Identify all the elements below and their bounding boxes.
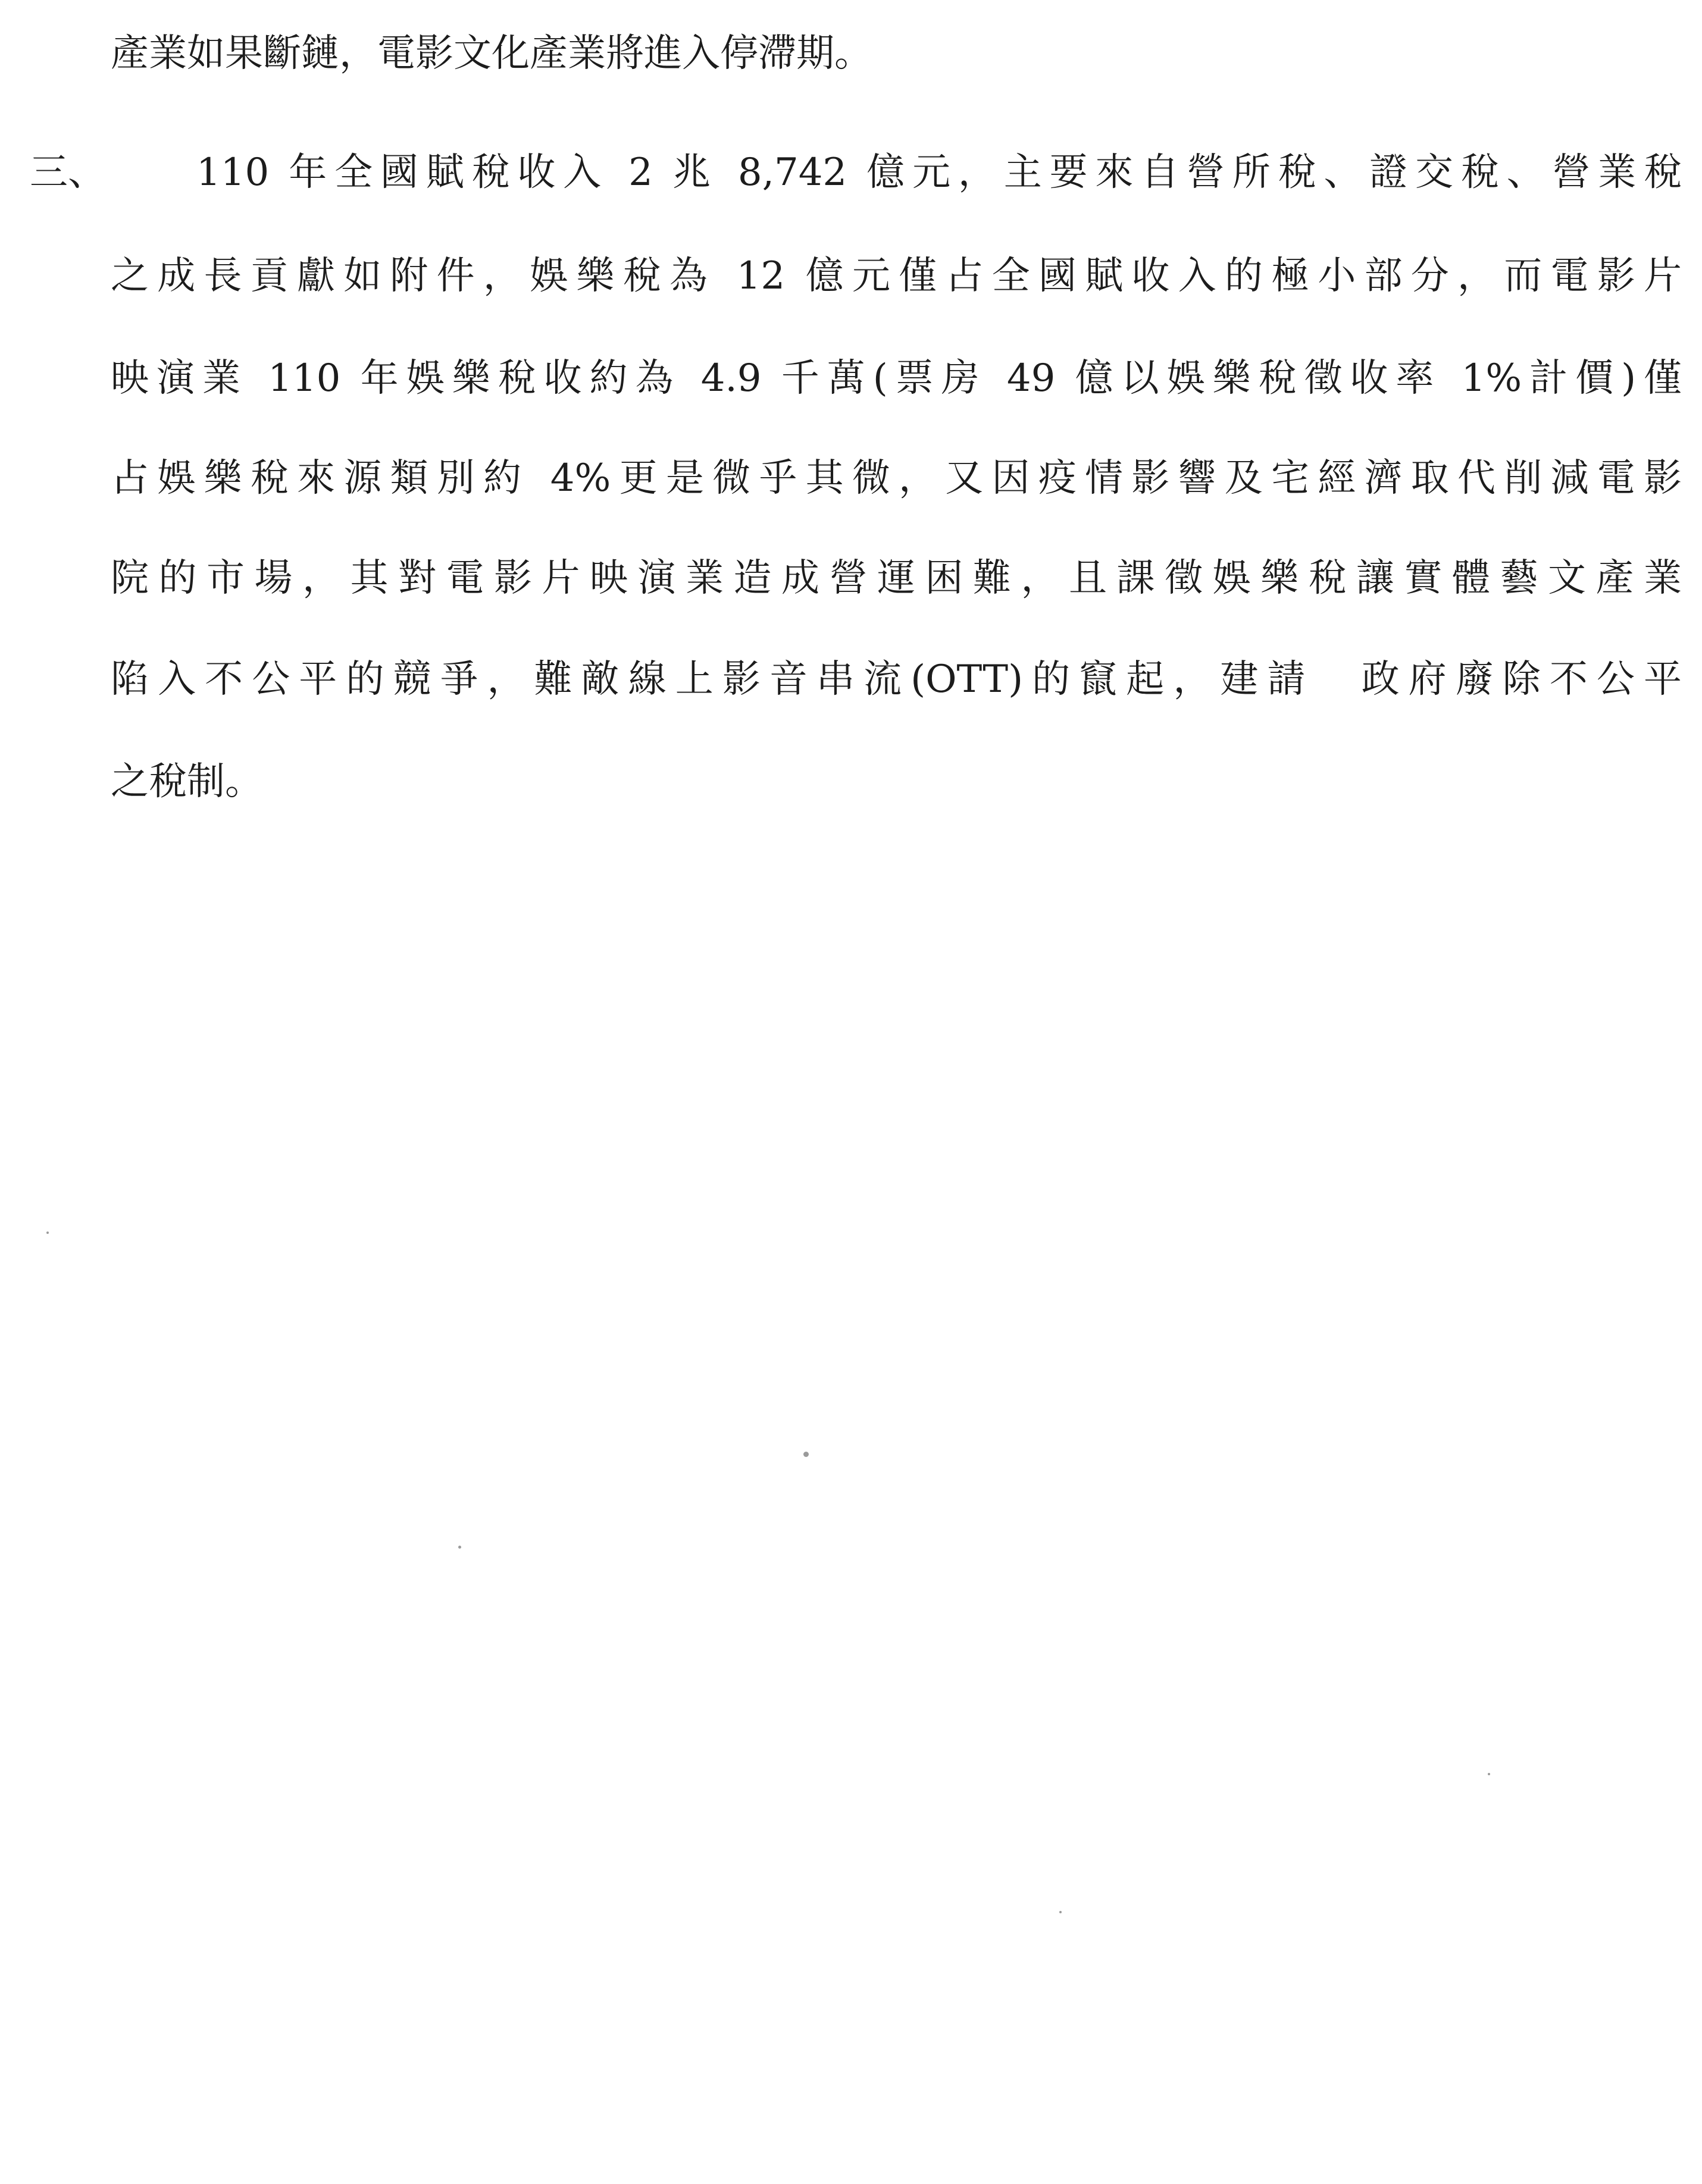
scan-speck [458,1546,461,1549]
scan-speck [46,1232,49,1234]
section-3-line-3: 映演業 110 年娛樂稅收約為 4.9 千萬(票房 49 億以娛樂稅徵收率 1%計價)僅 [111,356,1682,400]
paragraph-continuation-line: 產業如果斷鏈，電影文化產業將進入停滯期。 [111,32,872,76]
section-3-line-5: 院的市場，其對電影片映演業造成營運困難，且課徵娛樂稅讓實體藝文產業 [111,556,1682,600]
scan-speck [803,1452,809,1457]
scan-speck [1488,1773,1490,1775]
section-marker-3: 三、 [30,151,106,195]
section-3-line-7: 之稅制。 [111,760,263,804]
section-3-line-2: 之成長貢獻如附件，娛樂稅為 12 億元僅占全國賦收入的極小部分，而電影片 [111,254,1682,298]
scan-speck [1059,1911,1062,1913]
section-3-line-6: 陷入不公平的競爭，難敵線上影音串流(OTT)的竄起，建請 政府廢除不公平 [111,657,1682,701]
section-3-line-4: 占娛樂稅來源類別約 4%更是微乎其微，又因疫情影響及宅經濟取代削減電影 [111,456,1682,500]
section-3-line-1: 110 年全國賦稅收入 2 兆 8,742 億元，主要來自營所稅、證交稅、營業稅 [196,151,1682,195]
